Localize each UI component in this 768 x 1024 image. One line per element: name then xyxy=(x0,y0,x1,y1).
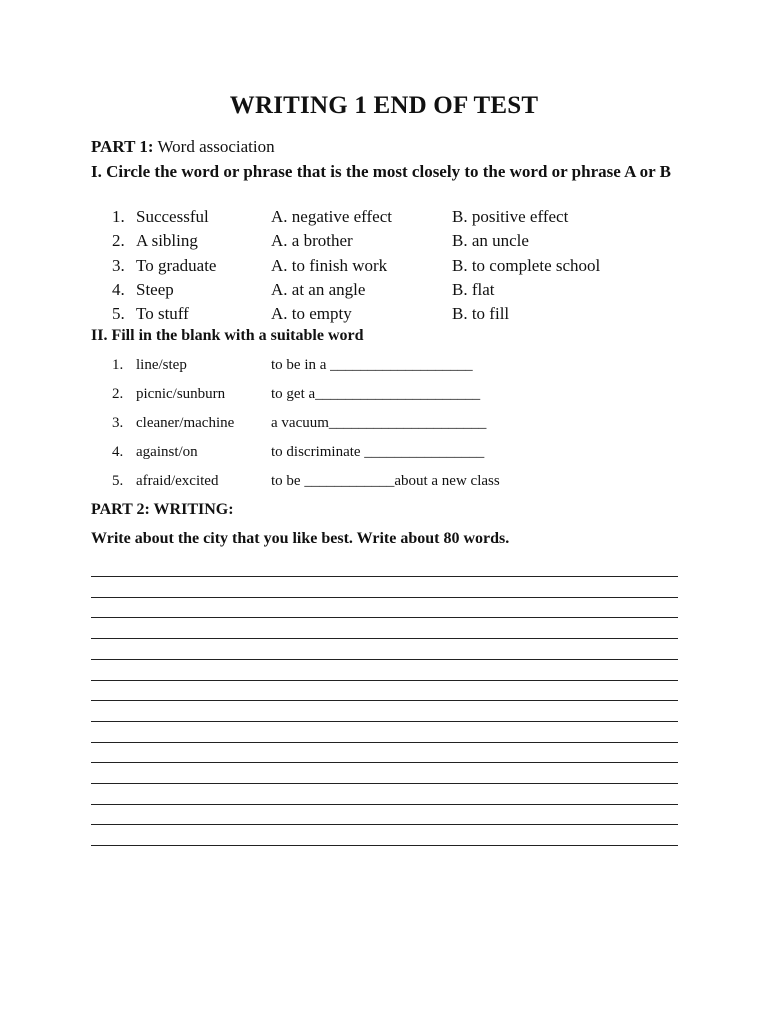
item-number: 3. xyxy=(112,415,124,431)
option-b[interactable]: B. to complete school xyxy=(452,256,601,275)
blank-phrase[interactable]: a vacuum_____________________ xyxy=(271,415,487,431)
item-number: 5. xyxy=(112,473,124,489)
item-number: 1. xyxy=(112,207,125,226)
writing-line[interactable] xyxy=(91,638,678,639)
writing-line[interactable] xyxy=(91,742,678,743)
item-number: 2. xyxy=(112,386,124,402)
writing-line[interactable] xyxy=(91,576,678,577)
option-b[interactable]: B. positive effect xyxy=(452,207,569,226)
item-number: 3. xyxy=(112,256,125,275)
item-word-choices: line/step xyxy=(136,357,187,373)
writing-line[interactable] xyxy=(91,845,678,846)
part1-instruction: I. Circle the word or phrase that is the most closely to the word or phrase A or B xyxy=(91,162,672,181)
item-word-choices: against/on xyxy=(136,444,198,460)
item-word-choices: picnic/sunburn xyxy=(136,386,226,402)
item-word: Successful xyxy=(136,207,209,226)
item-word-choices: cleaner/machine xyxy=(136,415,235,431)
writing-line[interactable] xyxy=(91,783,678,784)
writing-line[interactable] xyxy=(91,804,678,805)
part2-heading: PART 2: WRITING: xyxy=(91,501,234,518)
part1-name: Word association xyxy=(157,137,275,156)
option-a[interactable]: A. to finish work xyxy=(271,256,388,275)
writing-line[interactable] xyxy=(91,700,678,701)
item-number: 4. xyxy=(112,280,125,299)
item-word: A sibling xyxy=(136,231,198,250)
item-number: 4. xyxy=(112,444,124,460)
item-word-choices: afraid/excited xyxy=(136,473,219,489)
fill-blank-instruction: II. Fill in the blank with a suitable word xyxy=(91,327,364,344)
blank-phrase[interactable]: to be ____________about a new class xyxy=(271,473,500,489)
option-b[interactable]: B. to fill xyxy=(452,304,510,323)
blank-phrase[interactable]: to get a______________________ xyxy=(271,386,481,402)
page-title: WRITING 1 END OF TEST xyxy=(229,92,539,119)
part1-heading xyxy=(91,137,275,157)
writing-line[interactable] xyxy=(91,597,678,598)
item-number: 5. xyxy=(112,304,125,323)
item-number: 1. xyxy=(112,357,124,373)
item-word: Steep xyxy=(136,280,174,299)
option-b[interactable]: B. an uncle xyxy=(452,231,529,250)
writing-line[interactable] xyxy=(91,680,678,681)
blank-phrase[interactable]: to discriminate ________________ xyxy=(271,444,485,460)
writing-line[interactable] xyxy=(91,721,678,722)
option-a[interactable]: A. a brother xyxy=(271,231,353,250)
item-word: To graduate xyxy=(136,256,217,275)
item-word: To stuff xyxy=(136,304,189,323)
writing-line[interactable] xyxy=(91,824,678,825)
blank-phrase[interactable]: to be in a ___________________ xyxy=(271,357,473,373)
option-b[interactable]: B. flat xyxy=(452,280,495,299)
writing-line[interactable] xyxy=(91,659,678,660)
writing-line[interactable] xyxy=(91,762,678,763)
option-a[interactable]: A. negative effect xyxy=(271,207,392,226)
writing-instruction: Write about the city that you like best. Write about 80 words. xyxy=(91,530,510,547)
option-a[interactable]: A. at an angle xyxy=(271,280,366,299)
option-a[interactable]: A. to empty xyxy=(271,304,352,323)
writing-line[interactable] xyxy=(91,617,678,618)
part1-label: PART 1: xyxy=(91,137,154,156)
item-number: 2. xyxy=(112,231,125,250)
